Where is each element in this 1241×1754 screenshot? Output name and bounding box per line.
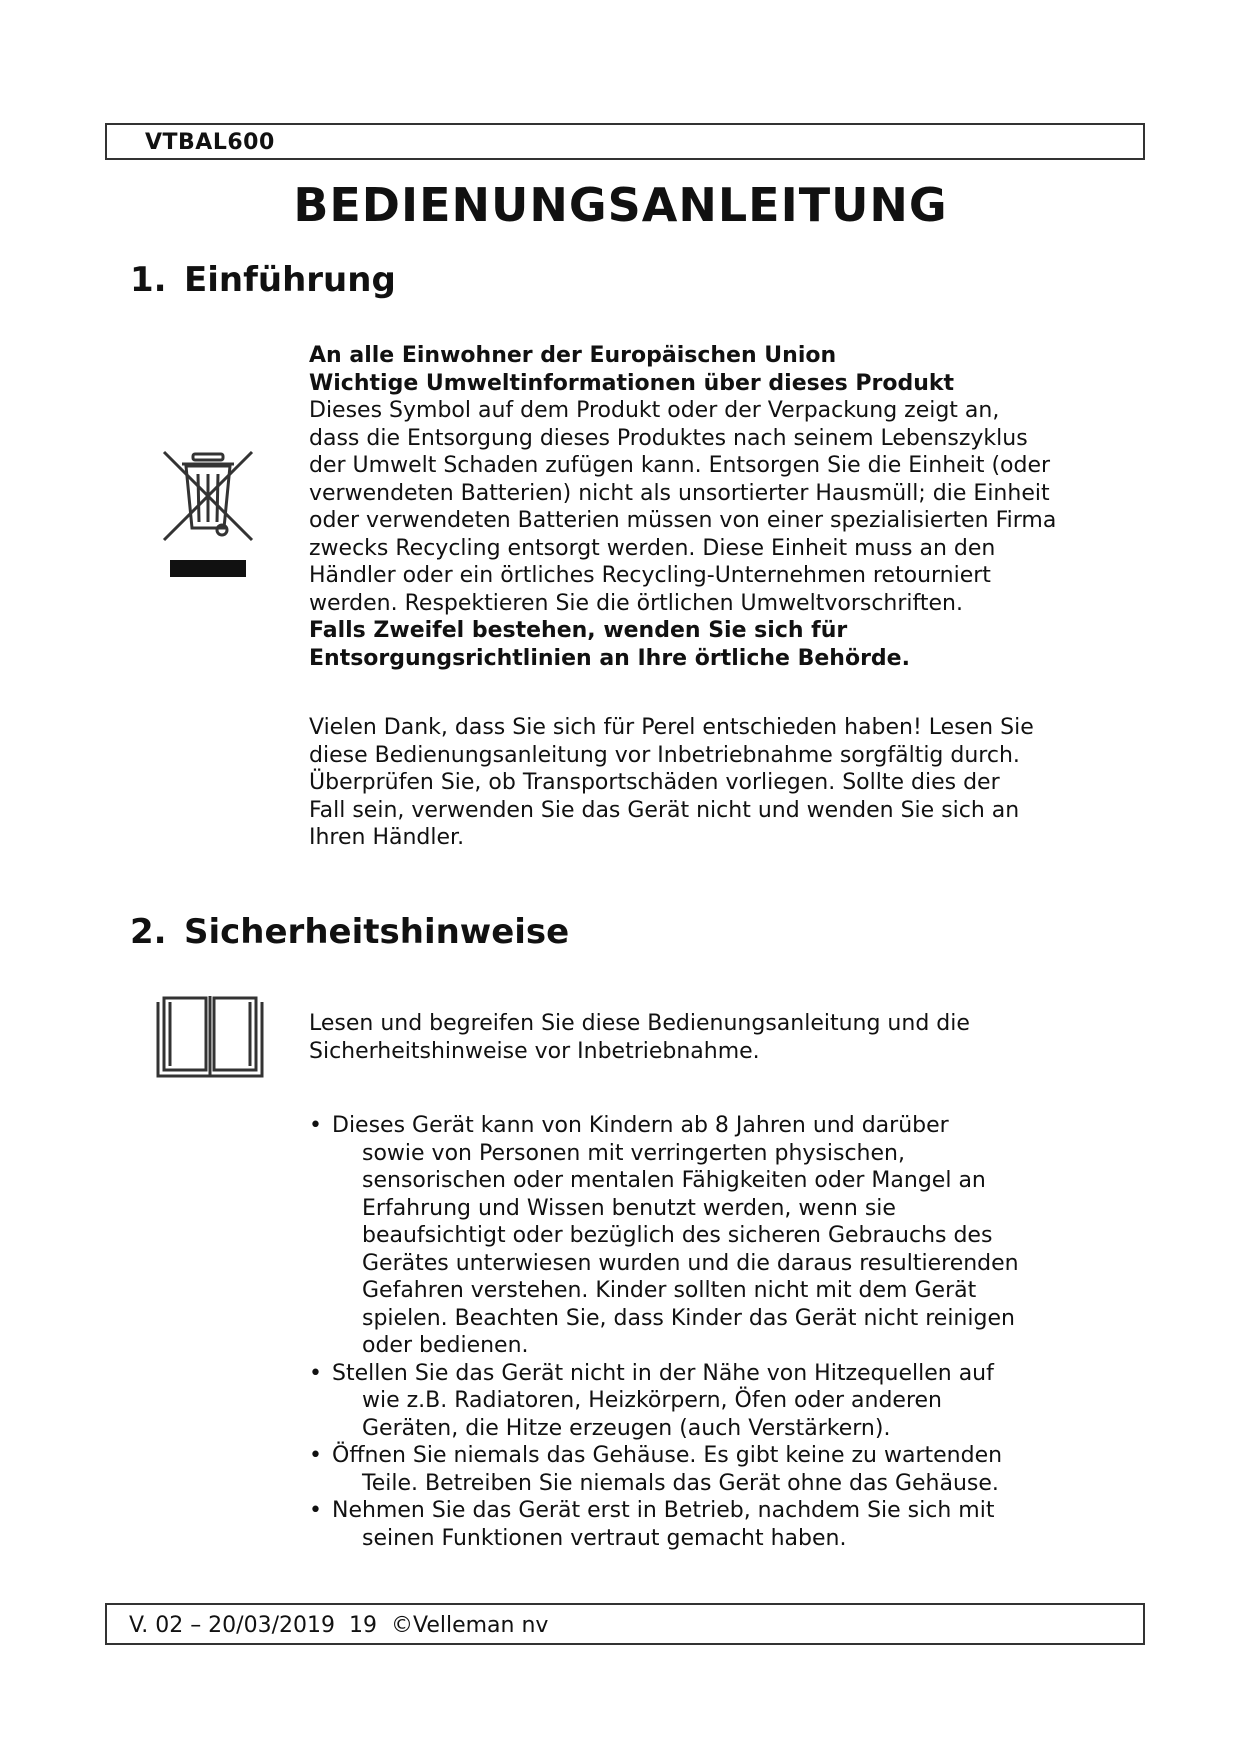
- text-line: Ihren Händler.: [309, 825, 465, 850]
- text-line: sensorischen oder mentalen Fähigkeiten oder Mangel an: [362, 1168, 986, 1193]
- text-line: oder bedienen.: [362, 1333, 529, 1358]
- text-line: Erfahrung und Wissen benutzt werden, wenn sie: [362, 1195, 896, 1221]
- section-title: Sicherheitshinweise: [184, 912, 570, 952]
- bullet-list: [309, 1112, 1139, 1552]
- text-line: Überprüfen Sie, ob Transportschäden vorliegen. Sollte dies der: [309, 770, 1000, 795]
- text-line: beaufsichtigt oder bezüglich des sicheren Gebrauchs des: [362, 1223, 993, 1248]
- text-line: Entsorgungsrichtlinien an Ihre örtliche Behörde.: [309, 645, 910, 671]
- bullet-glyph: •: [309, 1498, 322, 1523]
- text-line: wie z.B. Radiatoren, Heizkörpern, Öfen oder anderen: [362, 1388, 942, 1413]
- text-line: zwecks Recycling entsorgt werden. Diese Einheit muss an den: [309, 535, 996, 561]
- product-code: VTBAL600: [145, 130, 275, 155]
- text-line: Stellen Sie das Gerät nicht in der Nähe von Hitzequellen auf: [332, 1360, 994, 1386]
- safety-bullets: [309, 1112, 1139, 1552]
- open-book-icon: [155, 990, 265, 1080]
- footer-page-number: 19: [348, 1613, 377, 1638]
- text-line: Sicherheitshinweise vor Inbetriebnahme.: [309, 1038, 760, 1064]
- text-line: Gefahren verstehen. Kinder sollten nicht mit dem Gerät: [362, 1278, 977, 1303]
- footer-copyright: ©Velleman nv: [390, 1613, 549, 1638]
- section-2-intro: [309, 1010, 1139, 1065]
- section-heading-introduction: [130, 260, 396, 300]
- bullet-glyph: •: [309, 1360, 322, 1386]
- footer-version: V. 02 – 20/03/2019: [129, 1613, 335, 1638]
- text-line: dass die Entsorgung dieses Produktes nach seinem Lebenszyklus: [309, 425, 1028, 451]
- text-line: Lesen und begreifen Sie diese Bedienungsanleitung und die: [309, 1011, 970, 1036]
- text-line: diese Bedienungsanleitung vor Inbetriebnahme sorgfältig durch.: [309, 742, 1020, 768]
- list-item: [309, 1497, 1139, 1552]
- text-line: Dieses Gerät kann von Kindern ab 8 Jahren und darüber: [332, 1113, 949, 1138]
- text-line: Dieses Symbol auf dem Produkt oder der Verpackung zeigt an,: [309, 398, 1000, 423]
- text-line: sowie von Personen mit verringerten physischen,: [362, 1140, 905, 1166]
- text-line: seinen Funktionen vertraut gemacht haben.: [362, 1525, 847, 1551]
- section-heading-safety: [130, 912, 569, 952]
- text-line: Falls Zweifel bestehen, wenden Sie sich für: [309, 618, 848, 643]
- text-line: An alle Einwohner der Europäischen Union: [309, 343, 837, 368]
- list-item: [309, 1360, 1139, 1443]
- text-line: spielen. Beachten Sie, dass Kinder das Gerät nicht reinigen: [362, 1305, 1015, 1331]
- section-number: 1.: [130, 260, 167, 300]
- text-line: Öffnen Sie niemals das Gehäuse. Es gibt keine zu wartenden: [332, 1443, 1003, 1468]
- thanks-text: [309, 714, 1139, 852]
- section-number: 2.: [130, 912, 167, 952]
- text-line: Vielen Dank, dass Sie sich für Perel entschieden haben! Lesen Sie: [309, 715, 1034, 740]
- text-line: Händler oder ein örtliches Recycling-Unternehmen retourniert: [309, 563, 991, 588]
- text-line: Nehmen Sie das Gerät erst in Betrieb, nachdem Sie sich mit: [332, 1498, 995, 1523]
- text-line: Fall sein, verwenden Sie das Gerät nicht und wenden Sie sich an: [309, 797, 1020, 823]
- text-line: oder verwendeten Batterien müssen von einer spezialisierten Firma: [309, 508, 1057, 533]
- weee-crossed-bin-icon: [160, 448, 260, 584]
- bullet-glyph: •: [309, 1113, 322, 1138]
- text-line: Teile. Betreiben Sie niemals das Gerät ohne das Gehäuse.: [362, 1470, 999, 1496]
- document-title: BEDIENUNGSANLEITUNG: [293, 178, 948, 232]
- footer-box: [105, 1603, 1145, 1645]
- header-box: [105, 123, 1145, 160]
- section-title: Einführung: [184, 260, 396, 300]
- text-line: verwendeten Batterien) nicht als unsortierter Hausmüll; die Einheit: [309, 480, 1050, 506]
- text-line: Geräten, die Hitze erzeugen (auch Verstärkern).: [362, 1415, 891, 1441]
- text-line: Gerätes unterwiesen wurden und die daraus resultierenden: [362, 1250, 1019, 1276]
- list-item: [309, 1112, 1139, 1360]
- section-1-text: [309, 342, 1139, 672]
- bullet-glyph: •: [309, 1443, 322, 1468]
- footer-line: [129, 1613, 548, 1638]
- text-line: werden. Respektieren Sie die örtlichen Umweltvorschriften.: [309, 590, 963, 616]
- text-line: Wichtige Umweltinformationen über dieses Produkt: [309, 370, 955, 396]
- text-line: der Umwelt Schaden zufügen kann. Entsorgen Sie die Einheit (oder: [309, 453, 1051, 478]
- list-item: [309, 1442, 1139, 1497]
